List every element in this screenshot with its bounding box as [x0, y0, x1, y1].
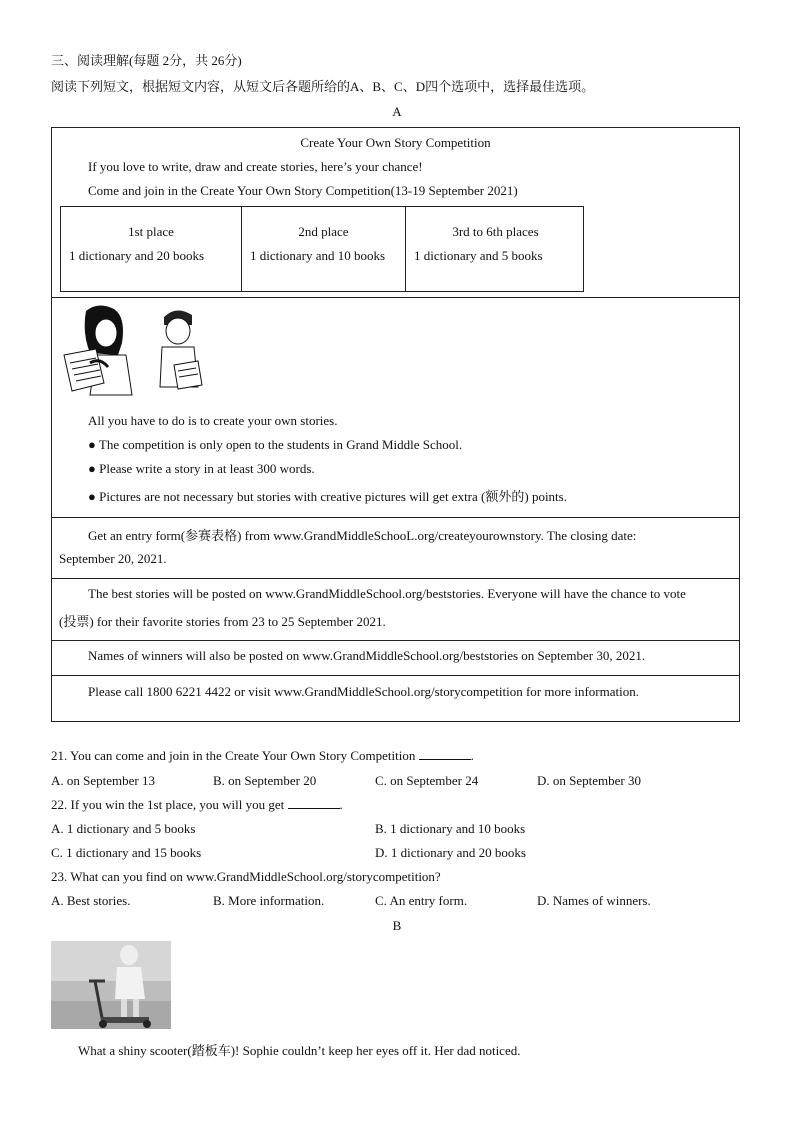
question-stem: 22. If you win the 1st place, you will you get	[51, 797, 285, 812]
prize-place: 2nd place	[298, 224, 349, 239]
prize-reward: 1 dictionary and 10 books	[250, 248, 386, 263]
entry-line2: September 20, 2021.	[59, 551, 167, 566]
rule-item: ● Please write a story in at least 300 words.	[88, 461, 315, 477]
divider	[52, 517, 739, 518]
passage-b-label: B	[392, 918, 402, 933]
kids-illustration	[56, 303, 206, 399]
divider	[52, 640, 739, 641]
option-d: D. Names of winners.	[537, 893, 651, 908]
prize-cell-1st	[61, 207, 241, 291]
question-22	[51, 797, 343, 813]
vote-line1: The best stories will be posted on www.GrandMiddleSchool.org/beststories. Everyone will have the chance to vote	[88, 586, 686, 601]
question-stem: 23. What can you find on www.GrandMiddleSchool.org/storycompetition?	[51, 869, 441, 884]
option-b: B. on September 20	[213, 773, 317, 788]
passage-b-first-line: What a shiny scooter(踏板车)! Sophie couldn’t keep her eyes off it. Her dad noticed.	[78, 1043, 521, 1058]
vote-line2: (投票) for their favorite stories from 23 to 25 September 2021.	[59, 614, 386, 629]
option-c: C. An entry form.	[375, 893, 468, 908]
option-a: A. 1 dictionary and 5 books	[51, 821, 196, 836]
section-heading: 三、阅读理解(每题 2分，共 26分)	[51, 53, 242, 68]
passage-a-intro2: Come and join in the Create Your Own Story Competition(13-19 September 2021)	[88, 183, 518, 198]
rules-intro: All you have to do is to create your own stories.	[88, 413, 338, 428]
option-c: C. 1 dictionary and 15 books	[51, 845, 202, 860]
divider	[52, 675, 739, 676]
prize-cell-2nd	[241, 207, 405, 291]
option-d: D. 1 dictionary and 20 books	[375, 845, 526, 860]
prize-reward: 1 dictionary and 5 books	[414, 248, 543, 263]
question-stem: 21. You can come and join in the Create Your Own Story Competition	[51, 748, 416, 763]
rule-item: ● Pictures are not necessary but stories with creative pictures will get extra (额外的) points.	[88, 486, 567, 505]
option-b: B. 1 dictionary and 10 books	[375, 821, 526, 836]
question-stem-end: .	[470, 748, 474, 763]
question-23	[51, 869, 441, 885]
passage-a-box	[51, 127, 740, 722]
divider	[52, 297, 739, 298]
option-b: B. More information.	[213, 893, 325, 908]
prize-place: 3rd to 6th places	[452, 224, 539, 239]
rule-item: ● The competition is only open to the students in Grand Middle School.	[88, 437, 462, 453]
passage-a-label: A	[392, 104, 402, 119]
passage-a-intro1: If you love to write, draw and create stories, here’s your chance!	[88, 159, 423, 174]
section-instruction: 阅读下列短文，根据短文内容，从短文后各题所给的A、B、C、D四个选项中，选择最佳选项。	[51, 79, 595, 94]
option-a: A. Best stories.	[51, 893, 131, 908]
prize-cell-3rd	[405, 207, 585, 291]
answer-blank	[419, 748, 471, 760]
option-c: C. on September 24	[375, 773, 479, 788]
contact-line: Please call 1800 6221 4422 or visit www.GrandMiddleSchool.org/storycompetition for more information.	[88, 684, 639, 699]
option-d: D. on September 30	[537, 773, 641, 788]
answer-blank	[288, 797, 340, 809]
option-a: A. on September 13	[51, 773, 155, 788]
passage-a-title: Create Your Own Story Competition	[300, 135, 491, 150]
prize-table	[60, 206, 584, 292]
prize-place: 1st place	[128, 224, 174, 239]
question-stem-end: .	[339, 797, 343, 812]
question-21	[51, 748, 474, 764]
divider	[52, 578, 739, 579]
scooter-photo	[51, 941, 171, 1029]
entry-line1: Get an entry form(参赛表格) from www.GrandMiddleSchooL.org/createyourownstory. The closing date:	[88, 528, 637, 543]
prize-reward: 1 dictionary and 20 books	[69, 248, 205, 263]
winners-line: Names of winners will also be posted on www.GrandMiddleSchool.org/beststories on September 30, 2021.	[88, 648, 646, 663]
